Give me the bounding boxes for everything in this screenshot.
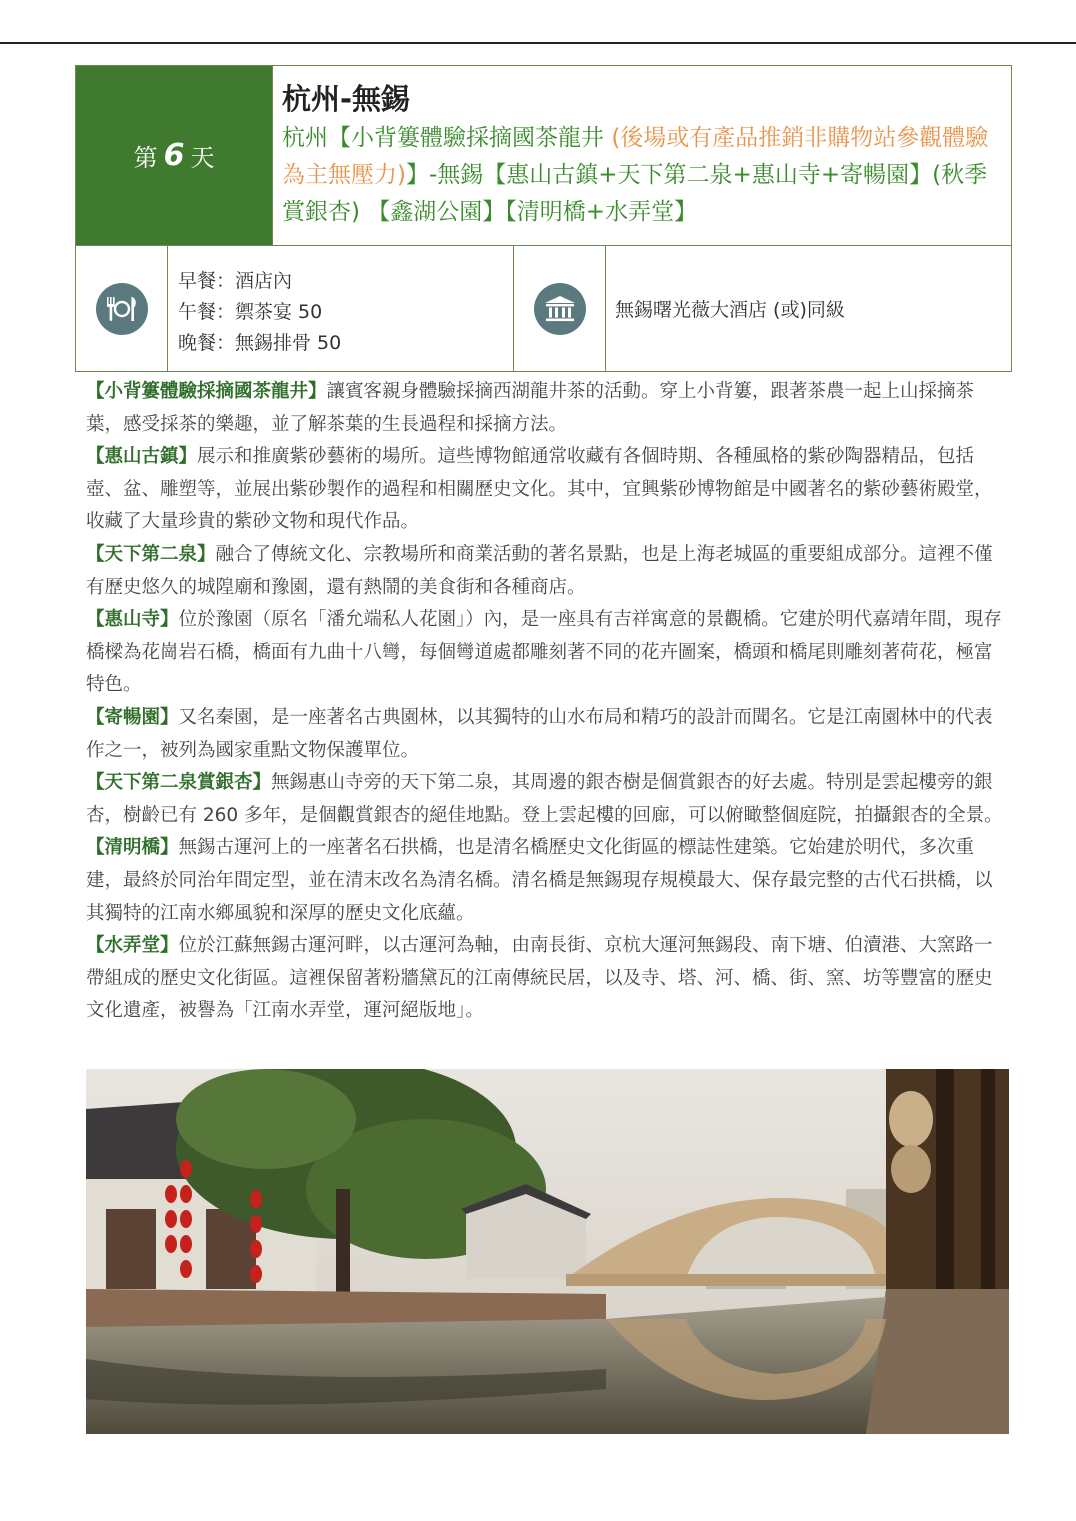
attraction-heading: 【寄暢園】 xyxy=(86,706,179,728)
breakfast-label: 早餐：酒店內 xyxy=(178,270,293,292)
day-suffix: 天 xyxy=(190,144,215,172)
day-prefix: 第 xyxy=(133,144,158,172)
dinner-label: 晚餐：無錫排骨 50 xyxy=(178,332,342,354)
top-divider xyxy=(0,42,1076,44)
route-part-3: 【鑫湖公園】【清明橋+水弄堂】 xyxy=(367,199,698,225)
attraction-heading: 【天下第二泉賞銀杏】 xyxy=(86,772,272,794)
attraction-descriptions xyxy=(86,376,1006,1028)
attraction-paragraph xyxy=(86,539,1006,604)
attraction-text: 融合了傳統文化、宗教場所和商業活動的著名景點，也是上海老城區的重要組成部分。這裡不僅有歷史悠久的城隍廟和豫園，還有熱鬧的美食街和各種商店。 xyxy=(86,543,993,598)
attraction-text: 位於江蘇無錫古運河畔，以古運河為軸，由南長街、京杭大運河無錫段、南下塘、伯瀆港、大窯路一帶組成的歷史文化街區。這裡保留著粉牆黛瓦的江南傳統民居，以及寺、塔、河、橋、街、窯、坊等豐富的歷史文化遺產，被譽為「江南水弄堂，運河絕版地」。 xyxy=(86,935,993,1022)
attraction-text: 讓賓客親身體驗採摘西湖龍井茶的活動。穿上小背簍，跟著茶農一起上山採摘茶葉，感受採茶的樂趣，並了解茶葉的生長過程和採摘方法。 xyxy=(86,381,975,435)
attraction-text: 展示和推廣紫砂藝術的場所。這些博物館通常收藏有各個時期、各種風格的紫砂陶器精品，包括壺、盆、雕塑等，並展出紫砂製作的過程和相關歷史文化。其中，宜興紫砂博物館是中國著名的紫砂藝術殿堂，收藏了大量珍貴的紫砂文物和現代作品。 xyxy=(86,446,993,533)
attraction-text: 無錫古運河上的一座著名石拱橋，也是清名橋歷史文化街區的標誌性建築。它始建於明代，多次重建，最終於同治年間定型，並在清末改名為清名橋。清名橋是無錫現存規模最大、保存最完整的古代石拱橋，以其獨特的江南水鄉風貌和深厚的歷史文化底蘊。 xyxy=(86,837,993,924)
meals-hotel-row xyxy=(76,245,1011,371)
day-itinerary-table xyxy=(75,65,1012,372)
hotel-name: 無錫曙光薇大酒店 (或)同級 xyxy=(615,299,845,321)
attraction-paragraph xyxy=(86,832,1006,930)
day-number: 6 xyxy=(163,138,185,173)
attraction-heading: 【惠山古鎮】 xyxy=(86,446,198,468)
attraction-paragraph xyxy=(86,441,1006,539)
attraction-paragraph xyxy=(86,930,1006,1028)
lunch-label: 午餐：禦茶宴 50 xyxy=(178,301,323,323)
day-title: 杭州-無錫 xyxy=(282,82,411,116)
route-part-2: 】-無錫【惠山古鎮+天下第二泉+惠山寺+寄暢園】(秋季賞銀杏) xyxy=(282,162,988,225)
route-part-1: 杭州【小背簍體驗採摘國茶龍井 xyxy=(282,125,612,151)
day-badge xyxy=(76,66,272,245)
attraction-paragraph xyxy=(86,702,1006,767)
attraction-heading: 【惠山寺】 xyxy=(86,609,179,631)
meal-icon-cell xyxy=(76,246,168,371)
attraction-paragraph xyxy=(86,604,1006,702)
route-note: (後場或有產品推銷非購物站參觀體驗為主無壓力) xyxy=(282,125,989,188)
attraction-text: 位於豫園（原名「潘允端私人花園」）內，是一座具有吉祥寓意的景觀橋。它建於明代嘉靖年間，現存橋樑為花崗岩石橋，橋面有九曲十八彎，每個彎道處都雕刻著不同的花卉圖案，橋頭和橋尾則雕刻著荷花，極富特色。 xyxy=(86,609,1002,696)
canal-bridge-photo xyxy=(86,1069,1009,1434)
route-description xyxy=(282,120,1003,231)
attraction-text: 又名秦園，是一座著名古典園林，以其獨特的山水布局和精巧的設計而聞名。它是江南園林中的代表作之一，被列為國家重點文物保護單位。 xyxy=(86,706,993,761)
title-cell xyxy=(272,66,1011,245)
attraction-paragraph xyxy=(86,376,1006,441)
attraction-text: 無錫惠山寺旁的天下第二泉，其周邊的銀杏樹是個賞銀杏的好去處。特別是雲起樓旁的銀杏，樹齡已有 260 多年，是個觀賞銀杏的絕佳地點。登上雲起樓的回廊，可以俯瞰整個庭院，拍攝銀杏的全景。 xyxy=(86,772,1003,826)
fork-knife-plate-icon xyxy=(96,283,148,335)
meals-list xyxy=(168,246,514,371)
attraction-heading: 【小背簍體驗採摘國茶龍井】 xyxy=(86,381,327,402)
attraction-heading: 【天下第二泉】 xyxy=(86,543,216,565)
attraction-heading: 【水弄堂】 xyxy=(86,935,179,957)
attraction-paragraph xyxy=(86,767,1006,832)
hotel-icon-cell xyxy=(515,246,606,371)
building-columns-icon xyxy=(534,283,586,335)
attraction-heading: 【清明橋】 xyxy=(86,837,179,859)
